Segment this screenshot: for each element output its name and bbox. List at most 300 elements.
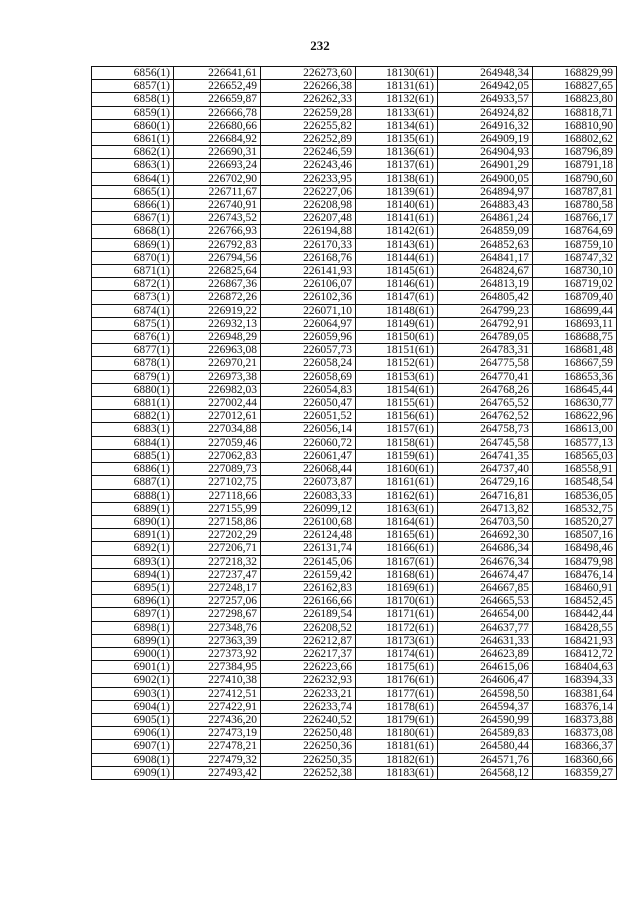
x2-cell: 264692,30	[438, 529, 533, 542]
x1-cell: 226693,24	[174, 159, 261, 172]
table-row	[92, 608, 617, 621]
point-id-2-cell: 18138(61)	[356, 172, 438, 185]
y1-cell: 226068,44	[261, 463, 356, 476]
point-id-cell: 6897(1)	[92, 608, 174, 621]
y2-cell: 168719,02	[533, 278, 617, 291]
x1-cell: 227237,47	[174, 568, 261, 581]
point-id-cell: 6892(1)	[92, 542, 174, 555]
point-id-2-cell: 18134(61)	[356, 119, 438, 132]
x1-cell: 226743,52	[174, 212, 261, 225]
y2-cell: 168681,48	[533, 344, 617, 357]
x1-cell: 227034,88	[174, 423, 261, 436]
y1-cell: 226159,42	[261, 568, 356, 581]
point-id-cell: 6909(1)	[92, 766, 174, 779]
y2-cell: 168747,32	[533, 251, 617, 264]
y2-cell: 168498,46	[533, 542, 617, 555]
y2-cell: 168787,81	[533, 185, 617, 198]
y2-cell: 168394,33	[533, 674, 617, 687]
y1-cell: 226246,59	[261, 146, 356, 159]
x1-cell: 227155,99	[174, 502, 261, 515]
x2-cell: 264580,44	[438, 740, 533, 753]
point-id-cell: 6871(1)	[92, 265, 174, 278]
x1-cell: 227218,32	[174, 555, 261, 568]
y2-cell: 168536,05	[533, 489, 617, 502]
x1-cell: 226740,91	[174, 199, 261, 212]
y1-cell: 226058,24	[261, 357, 356, 370]
y1-cell: 226099,12	[261, 502, 356, 515]
table-row	[92, 647, 617, 660]
x1-cell: 227363,39	[174, 634, 261, 647]
x1-cell: 226641,61	[174, 67, 261, 80]
x2-cell: 264768,26	[438, 383, 533, 396]
y1-cell: 226168,76	[261, 251, 356, 264]
y1-cell: 226064,97	[261, 317, 356, 330]
y1-cell: 226141,93	[261, 265, 356, 278]
point-id-2-cell: 18144(61)	[356, 251, 438, 264]
point-id-2-cell: 18150(61)	[356, 331, 438, 344]
table-row	[92, 449, 617, 462]
point-id-2-cell: 18140(61)	[356, 199, 438, 212]
x1-cell: 226652,49	[174, 80, 261, 93]
x1-cell: 227062,83	[174, 449, 261, 462]
x1-cell: 226932,13	[174, 317, 261, 330]
y1-cell: 226252,89	[261, 133, 356, 146]
x1-cell: 226963,08	[174, 344, 261, 357]
point-id-cell: 6866(1)	[92, 199, 174, 212]
table-row	[92, 634, 617, 647]
x2-cell: 264901,29	[438, 159, 533, 172]
x2-cell: 264598,50	[438, 687, 533, 700]
x2-cell: 264606,47	[438, 674, 533, 687]
y2-cell: 168376,14	[533, 700, 617, 713]
x1-cell: 226690,31	[174, 146, 261, 159]
y2-cell: 168452,45	[533, 595, 617, 608]
point-id-cell: 6872(1)	[92, 278, 174, 291]
table-row	[92, 515, 617, 528]
y2-cell: 168442,44	[533, 608, 617, 621]
table-row	[92, 727, 617, 740]
point-id-2-cell: 18145(61)	[356, 265, 438, 278]
point-id-2-cell: 18141(61)	[356, 212, 438, 225]
table-row	[92, 621, 617, 634]
y1-cell: 226106,07	[261, 278, 356, 291]
point-id-2-cell: 18172(61)	[356, 621, 438, 634]
point-id-2-cell: 18163(61)	[356, 502, 438, 515]
y2-cell: 168796,89	[533, 146, 617, 159]
y2-cell: 168645,44	[533, 383, 617, 396]
point-id-cell: 6861(1)	[92, 133, 174, 146]
y2-cell: 168823,80	[533, 93, 617, 106]
y2-cell: 168373,08	[533, 727, 617, 740]
table-row	[92, 423, 617, 436]
x1-cell: 227298,67	[174, 608, 261, 621]
x2-cell: 264654,00	[438, 608, 533, 621]
point-id-cell: 6908(1)	[92, 753, 174, 766]
point-id-2-cell: 18183(61)	[356, 766, 438, 779]
table-row	[92, 489, 617, 502]
x2-cell: 264916,32	[438, 119, 533, 132]
y1-cell: 226212,87	[261, 634, 356, 647]
table-row	[92, 265, 617, 278]
y2-cell: 168373,88	[533, 713, 617, 726]
y1-cell: 226051,52	[261, 410, 356, 423]
y2-cell: 168688,75	[533, 331, 617, 344]
y1-cell: 226243,46	[261, 159, 356, 172]
point-id-2-cell: 18151(61)	[356, 344, 438, 357]
table-row	[92, 766, 617, 779]
x2-cell: 264904,93	[438, 146, 533, 159]
y1-cell: 226266,38	[261, 80, 356, 93]
y1-cell: 226124,48	[261, 529, 356, 542]
y1-cell: 226227,06	[261, 185, 356, 198]
point-id-2-cell: 18131(61)	[356, 80, 438, 93]
point-id-2-cell: 18137(61)	[356, 159, 438, 172]
point-id-2-cell: 18173(61)	[356, 634, 438, 647]
point-id-cell: 6899(1)	[92, 634, 174, 647]
table-row	[92, 331, 617, 344]
x1-cell: 227478,21	[174, 740, 261, 753]
x2-cell: 264665,53	[438, 595, 533, 608]
point-id-2-cell: 18170(61)	[356, 595, 438, 608]
y2-cell: 168780,58	[533, 199, 617, 212]
table-row	[92, 67, 617, 80]
x2-cell: 264933,57	[438, 93, 533, 106]
table-row	[92, 555, 617, 568]
y1-cell: 226208,52	[261, 621, 356, 634]
point-id-cell: 6860(1)	[92, 119, 174, 132]
x1-cell: 226973,38	[174, 370, 261, 383]
point-id-cell: 6862(1)	[92, 146, 174, 159]
table-row	[92, 159, 617, 172]
point-id-2-cell: 18132(61)	[356, 93, 438, 106]
point-id-cell: 6884(1)	[92, 436, 174, 449]
x1-cell: 227422,91	[174, 700, 261, 713]
point-id-cell: 6875(1)	[92, 317, 174, 330]
x1-cell: 226666,78	[174, 106, 261, 119]
point-id-2-cell: 18168(61)	[356, 568, 438, 581]
point-id-2-cell: 18175(61)	[356, 661, 438, 674]
point-id-cell: 6898(1)	[92, 621, 174, 634]
point-id-2-cell: 18142(61)	[356, 225, 438, 238]
x2-cell: 264568,12	[438, 766, 533, 779]
x1-cell: 227384,95	[174, 661, 261, 674]
x2-cell: 264894,97	[438, 185, 533, 198]
point-id-cell: 6863(1)	[92, 159, 174, 172]
point-id-2-cell: 18130(61)	[356, 67, 438, 80]
x1-cell: 227473,19	[174, 727, 261, 740]
x2-cell: 264805,42	[438, 291, 533, 304]
point-id-2-cell: 18161(61)	[356, 476, 438, 489]
table-row	[92, 713, 617, 726]
point-id-cell: 6886(1)	[92, 463, 174, 476]
y1-cell: 226061,47	[261, 449, 356, 462]
x2-cell: 264745,58	[438, 436, 533, 449]
table-row	[92, 542, 617, 555]
x1-cell: 227248,17	[174, 581, 261, 594]
point-id-cell: 6903(1)	[92, 687, 174, 700]
y1-cell: 226057,73	[261, 344, 356, 357]
point-id-2-cell: 18176(61)	[356, 674, 438, 687]
point-id-cell: 6881(1)	[92, 397, 174, 410]
point-id-2-cell: 18148(61)	[356, 304, 438, 317]
table-row	[92, 568, 617, 581]
x1-cell: 227059,46	[174, 436, 261, 449]
x2-cell: 264841,17	[438, 251, 533, 264]
point-id-cell: 6906(1)	[92, 727, 174, 740]
y1-cell: 226273,60	[261, 67, 356, 80]
y1-cell: 226233,21	[261, 687, 356, 700]
x2-cell: 264637,77	[438, 621, 533, 634]
table-row	[92, 185, 617, 198]
point-id-2-cell: 18158(61)	[356, 436, 438, 449]
x1-cell: 227206,71	[174, 542, 261, 555]
y2-cell: 168558,91	[533, 463, 617, 476]
y2-cell: 168791,18	[533, 159, 617, 172]
table-row	[92, 317, 617, 330]
y2-cell: 168548,54	[533, 476, 617, 489]
point-id-cell: 6890(1)	[92, 515, 174, 528]
point-id-cell: 6887(1)	[92, 476, 174, 489]
y1-cell: 226060,72	[261, 436, 356, 449]
point-id-cell: 6858(1)	[92, 93, 174, 106]
x1-cell: 227436,20	[174, 713, 261, 726]
table-row	[92, 581, 617, 594]
table-row	[92, 687, 617, 700]
x2-cell: 264741,35	[438, 449, 533, 462]
table-row	[92, 753, 617, 766]
point-id-2-cell: 18159(61)	[356, 449, 438, 462]
x2-cell: 264676,34	[438, 555, 533, 568]
x2-cell: 264623,89	[438, 647, 533, 660]
point-id-2-cell: 18165(61)	[356, 529, 438, 542]
point-id-2-cell: 18181(61)	[356, 740, 438, 753]
point-id-2-cell: 18174(61)	[356, 647, 438, 660]
point-id-cell: 6878(1)	[92, 357, 174, 370]
table-row	[92, 251, 617, 264]
y1-cell: 226207,48	[261, 212, 356, 225]
x1-cell: 227012,61	[174, 410, 261, 423]
table-row	[92, 212, 617, 225]
point-id-cell: 6857(1)	[92, 80, 174, 93]
x1-cell: 226792,83	[174, 238, 261, 251]
point-id-cell: 6867(1)	[92, 212, 174, 225]
table-row	[92, 410, 617, 423]
y1-cell: 226250,36	[261, 740, 356, 753]
x1-cell: 226684,92	[174, 133, 261, 146]
x2-cell: 264713,82	[438, 502, 533, 515]
x2-cell: 264942,05	[438, 80, 533, 93]
y1-cell: 226262,33	[261, 93, 356, 106]
y2-cell: 168829,99	[533, 67, 617, 80]
point-id-2-cell: 18156(61)	[356, 410, 438, 423]
y2-cell: 168359,27	[533, 766, 617, 779]
y1-cell: 226102,36	[261, 291, 356, 304]
x2-cell: 264783,31	[438, 344, 533, 357]
y1-cell: 226050,47	[261, 397, 356, 410]
y2-cell: 168622,96	[533, 410, 617, 423]
point-id-2-cell: 18135(61)	[356, 133, 438, 146]
x1-cell: 226867,36	[174, 278, 261, 291]
x1-cell: 226711,67	[174, 185, 261, 198]
y1-cell: 226056,14	[261, 423, 356, 436]
y2-cell: 168404,63	[533, 661, 617, 674]
y2-cell: 168421,93	[533, 634, 617, 647]
x2-cell: 264770,41	[438, 370, 533, 383]
y2-cell: 168818,71	[533, 106, 617, 119]
table-row	[92, 238, 617, 251]
x2-cell: 264883,43	[438, 199, 533, 212]
table-row	[92, 740, 617, 753]
point-id-cell: 6869(1)	[92, 238, 174, 251]
point-id-2-cell: 18152(61)	[356, 357, 438, 370]
x1-cell: 226919,22	[174, 304, 261, 317]
point-id-cell: 6870(1)	[92, 251, 174, 264]
x2-cell: 264571,76	[438, 753, 533, 766]
x1-cell: 227373,92	[174, 647, 261, 660]
y2-cell: 168613,00	[533, 423, 617, 436]
y2-cell: 168412,72	[533, 647, 617, 660]
y2-cell: 168667,59	[533, 357, 617, 370]
point-id-cell: 6882(1)	[92, 410, 174, 423]
point-id-2-cell: 18164(61)	[356, 515, 438, 528]
point-id-2-cell: 18155(61)	[356, 397, 438, 410]
x2-cell: 264813,19	[438, 278, 533, 291]
y1-cell: 226071,10	[261, 304, 356, 317]
x1-cell: 226970,21	[174, 357, 261, 370]
y2-cell: 168532,75	[533, 502, 617, 515]
x1-cell: 227102,75	[174, 476, 261, 489]
table-row	[92, 278, 617, 291]
table-row	[92, 93, 617, 106]
point-id-cell: 6889(1)	[92, 502, 174, 515]
x2-cell: 264674,47	[438, 568, 533, 581]
y1-cell: 226170,33	[261, 238, 356, 251]
x1-cell: 227412,51	[174, 687, 261, 700]
point-id-2-cell: 18133(61)	[356, 106, 438, 119]
point-id-cell: 6902(1)	[92, 674, 174, 687]
x1-cell: 226680,66	[174, 119, 261, 132]
y1-cell: 226194,88	[261, 225, 356, 238]
point-id-2-cell: 18146(61)	[356, 278, 438, 291]
y2-cell: 168428,55	[533, 621, 617, 634]
y1-cell: 226232,93	[261, 674, 356, 687]
coordinate-table	[91, 66, 617, 780]
y1-cell: 226073,87	[261, 476, 356, 489]
point-id-2-cell: 18157(61)	[356, 423, 438, 436]
table-row	[92, 119, 617, 132]
point-id-2-cell: 18179(61)	[356, 713, 438, 726]
point-id-cell: 6865(1)	[92, 185, 174, 198]
x2-cell: 264775,58	[438, 357, 533, 370]
x1-cell: 226982,03	[174, 383, 261, 396]
point-id-cell: 6885(1)	[92, 449, 174, 462]
y2-cell: 168476,14	[533, 568, 617, 581]
point-id-2-cell: 18169(61)	[356, 581, 438, 594]
x1-cell: 227089,73	[174, 463, 261, 476]
x2-cell: 264924,82	[438, 106, 533, 119]
point-id-cell: 6904(1)	[92, 700, 174, 713]
point-id-2-cell: 18167(61)	[356, 555, 438, 568]
table-row	[92, 700, 617, 713]
y2-cell: 168577,13	[533, 436, 617, 449]
point-id-2-cell: 18153(61)	[356, 370, 438, 383]
point-id-2-cell: 18180(61)	[356, 727, 438, 740]
point-id-cell: 6905(1)	[92, 713, 174, 726]
x2-cell: 264824,67	[438, 265, 533, 278]
x2-cell: 264852,63	[438, 238, 533, 251]
point-id-cell: 6880(1)	[92, 383, 174, 396]
point-id-2-cell: 18154(61)	[356, 383, 438, 396]
y2-cell: 168479,98	[533, 555, 617, 568]
y1-cell: 226259,28	[261, 106, 356, 119]
x2-cell: 264765,52	[438, 397, 533, 410]
y2-cell: 168802,62	[533, 133, 617, 146]
y1-cell: 226058,69	[261, 370, 356, 383]
x1-cell: 227410,38	[174, 674, 261, 687]
table-row	[92, 502, 617, 515]
y1-cell: 226131,74	[261, 542, 356, 555]
point-id-cell: 6900(1)	[92, 647, 174, 660]
point-id-2-cell: 18136(61)	[356, 146, 438, 159]
x2-cell: 264729,16	[438, 476, 533, 489]
y1-cell: 226083,33	[261, 489, 356, 502]
x2-cell: 264792,91	[438, 317, 533, 330]
point-id-2-cell: 18147(61)	[356, 291, 438, 304]
y1-cell: 226162,83	[261, 581, 356, 594]
point-id-cell: 6894(1)	[92, 568, 174, 581]
table-row	[92, 476, 617, 489]
point-id-cell: 6883(1)	[92, 423, 174, 436]
y2-cell: 168699,44	[533, 304, 617, 317]
table-row	[92, 146, 617, 159]
point-id-cell: 6876(1)	[92, 331, 174, 344]
point-id-cell: 6895(1)	[92, 581, 174, 594]
y2-cell: 168507,16	[533, 529, 617, 542]
point-id-cell: 6888(1)	[92, 489, 174, 502]
y2-cell: 168693,11	[533, 317, 617, 330]
y2-cell: 168759,10	[533, 238, 617, 251]
point-id-cell: 6879(1)	[92, 370, 174, 383]
table-row	[92, 133, 617, 146]
x1-cell: 227493,42	[174, 766, 261, 779]
table-row	[92, 172, 617, 185]
x1-cell: 227002,44	[174, 397, 261, 410]
x2-cell: 264716,81	[438, 489, 533, 502]
y1-cell: 226145,06	[261, 555, 356, 568]
x2-cell: 264762,52	[438, 410, 533, 423]
table-row	[92, 463, 617, 476]
x2-cell: 264667,85	[438, 581, 533, 594]
x1-cell: 227257,06	[174, 595, 261, 608]
point-id-2-cell: 18139(61)	[356, 185, 438, 198]
y1-cell: 226100,68	[261, 515, 356, 528]
y1-cell: 226240,52	[261, 713, 356, 726]
point-id-cell: 6901(1)	[92, 661, 174, 674]
x1-cell: 226872,26	[174, 291, 261, 304]
y2-cell: 168810,90	[533, 119, 617, 132]
x1-cell: 227158,86	[174, 515, 261, 528]
x2-cell: 264737,40	[438, 463, 533, 476]
y2-cell: 168790,60	[533, 172, 617, 185]
x2-cell: 264686,34	[438, 542, 533, 555]
x1-cell: 226659,87	[174, 93, 261, 106]
point-id-cell: 6893(1)	[92, 555, 174, 568]
table-row	[92, 397, 617, 410]
y1-cell: 226223,66	[261, 661, 356, 674]
y1-cell: 226233,95	[261, 172, 356, 185]
coordinate-table-body	[92, 67, 617, 780]
y2-cell: 168460,91	[533, 581, 617, 594]
